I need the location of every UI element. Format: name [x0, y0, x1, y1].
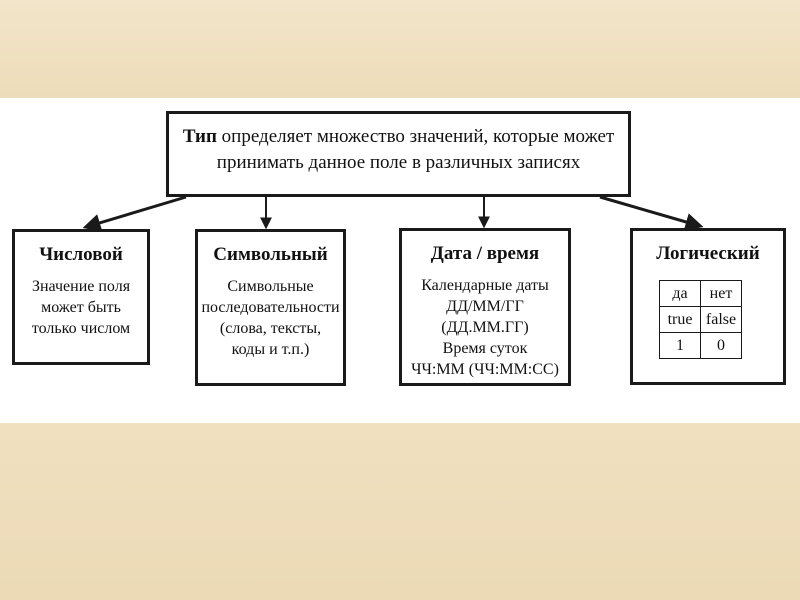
description-line: (слова, тексты, — [219, 320, 322, 337]
top-background-band — [0, 0, 800, 98]
table-row — [660, 333, 742, 359]
symbol-type-description — [198, 276, 343, 360]
table-cell: нет — [701, 281, 742, 307]
description-line: Значение поля — [31, 278, 131, 295]
bottom-background-band — [0, 423, 800, 600]
description-line: ДД/ММ/ГГ (ДД.ММ.ГГ) — [441, 298, 529, 336]
description-line: Время суток — [442, 340, 528, 357]
definition-line-1 — [179, 124, 618, 150]
numeric-type-description — [15, 276, 147, 339]
description-line: Символьные — [227, 278, 314, 295]
description-line: может быть — [41, 299, 121, 316]
table-cell: false — [701, 307, 742, 333]
table-cell: true — [660, 307, 701, 333]
logical-type-title: Логический — [656, 243, 760, 264]
definition-line-2: принимать данное поле в различных записях — [216, 152, 581, 173]
numeric-type-box — [12, 229, 150, 365]
datetime-type-title: Дата / время — [430, 243, 540, 264]
arrow-to-logical — [600, 197, 700, 226]
table-row — [660, 281, 742, 307]
logical-type-box — [630, 228, 786, 385]
description-line: Календарные даты — [421, 277, 549, 294]
datetime-type-description — [402, 275, 568, 380]
table-row — [660, 307, 742, 333]
symbol-type-title: Символьный — [213, 244, 328, 265]
description-line: последовательности — [201, 299, 340, 316]
arrow-to-numeric — [86, 197, 186, 227]
definition-text-1: определяет множество значений, которые может — [216, 126, 615, 147]
numeric-type-title: Числовой — [39, 244, 123, 265]
datetime-type-box — [399, 228, 571, 386]
description-line: ЧЧ:ММ (ЧЧ:ММ:СС) — [411, 361, 559, 378]
field-type-diagram — [0, 98, 800, 423]
table-cell: 1 — [660, 333, 701, 359]
logical-values-table — [659, 280, 742, 359]
type-definition-box — [166, 111, 631, 197]
table-cell: да — [660, 281, 701, 307]
symbol-type-box — [195, 229, 346, 386]
table-cell: 0 — [701, 333, 742, 359]
description-line: коды и т.п.) — [231, 341, 310, 358]
description-line: только числом — [31, 320, 131, 337]
definition-keyword: Тип — [182, 126, 217, 147]
